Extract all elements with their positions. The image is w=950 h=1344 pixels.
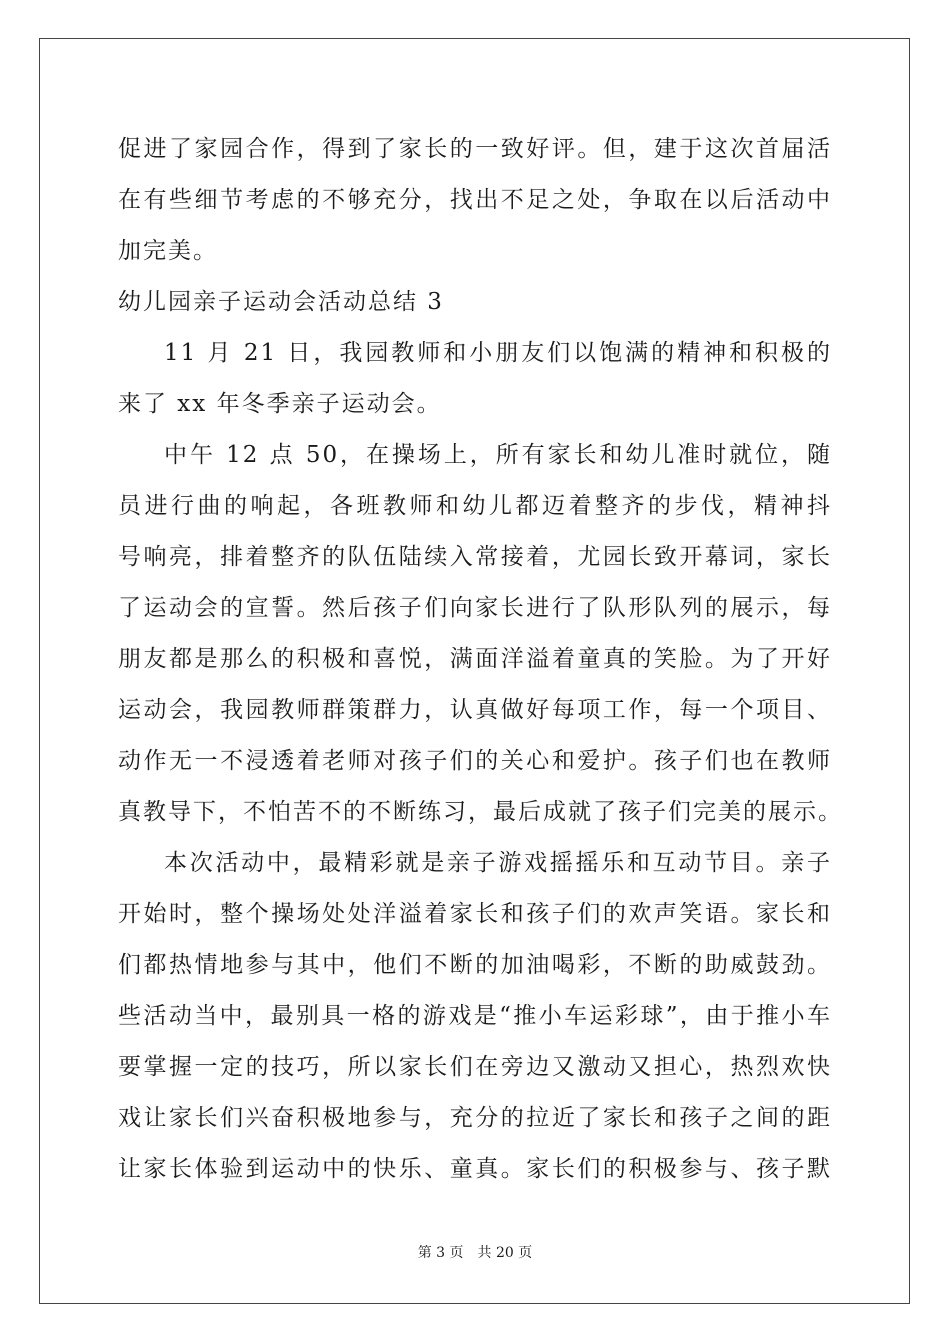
text-line-19: 要掌握一定的技巧，所以家长们在旁边又激动又担心，热烈欢快 [118,1054,832,1080]
text-line-15: 本次活动中，最精彩就是亲子游戏摇摇乐和互动节目。亲子 [164,850,832,876]
page-number-total: 共 20 页 [477,1245,533,1261]
text-line-5: 11 月 21 日，我园教师和小朋友们以饱满的精神和积极的 [164,340,832,366]
text-line-17: 们都热情地参与其中，他们不断的加油喝彩，不断的助威鼓劲。 [118,952,832,978]
text-line-13: 动作无一不浸透着老师对孩子们的关心和爱护。孩子们也在教师 [118,748,832,774]
document-body [118,124,843,1195]
text-line-20: 戏让家长们兴奋积极地参与，充分的拉近了家长和孩子之间的距 [118,1105,832,1131]
text-line-6: 来了 xx 年冬季亲子运动会。 [118,391,442,417]
text-line-8: 员进行曲的响起，各班教师和幼儿都迈着整齐的步伐，精神抖 [118,493,832,519]
text-line-2: 在有些细节考虑的不够充分，找出不足之处，争取在以后活动中 [118,187,832,213]
section-heading: 幼儿园亲子运动会活动总结 3 [118,289,444,315]
text-line-1: 促进了家园合作，得到了家长的一致好评。但，建于这次首届活 [118,136,832,162]
text-line-14: 真教导下，不怕苦不的不断练习，最后成就了孩子们完美的展示。 [118,799,843,825]
text-line-16: 开始时，整个操场处处洋溢着家长和孩子们的欢声笑语。家长和 [118,901,832,927]
text-line-9: 号响亮，排着整齐的队伍陆续入常接着，尤园长致开幕词，家长 [118,544,832,570]
text-line-11: 朋友都是那么的积极和喜悦，满面洋溢着童真的笑脸。为了开好 [118,646,832,672]
page-footer [0,1242,950,1262]
text-line-7: 中午 12 点 50，在操场上，所有家长和幼儿准时就位，随 [164,442,832,468]
text-line-3: 加完美。 [118,238,218,264]
text-line-21: 让家长体验到运动中的快乐、童真。家长们的积极参与、孩子默 [118,1156,832,1182]
text-line-18: 些活动当中，最别具一格的游戏是“推小车运彩球”，由于推小车 [118,1003,832,1029]
page-number-current: 第 3 页 [417,1245,464,1261]
text-line-10: 了运动会的宣誓。然后孩子们向家长进行了队形队列的展示，每 [118,595,832,621]
text-line-12: 运动会，我园教师群策群力，认真做好每项工作，每一个项目、 [118,697,832,723]
